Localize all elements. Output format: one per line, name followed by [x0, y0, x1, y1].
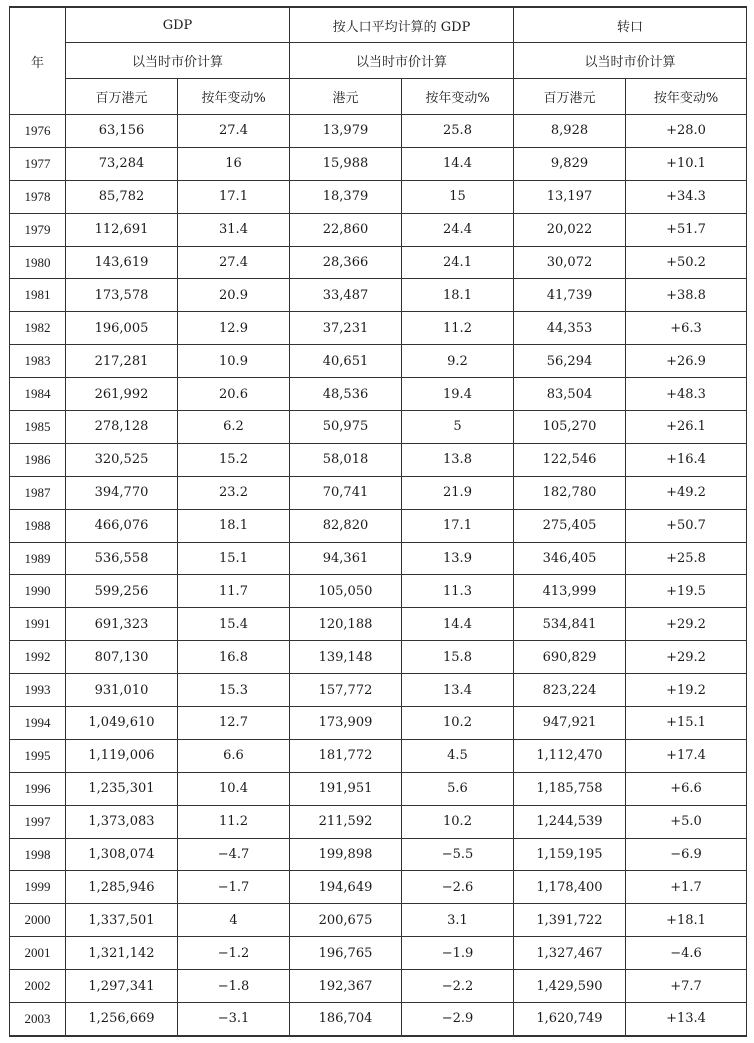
re-exports-value-cell: 105,270 — [514, 411, 626, 444]
table-row — [10, 509, 747, 542]
gdp-value-cell: 261,992 — [66, 378, 178, 411]
per-capita-value-cell: 211,592 — [290, 805, 402, 838]
per-capita-value-cell: 173,909 — [290, 707, 402, 740]
per-capita-value-unit-header: 港元 — [290, 79, 402, 115]
per-capita-value-cell: 105,050 — [290, 575, 402, 608]
gdp-value-cell: 196,005 — [66, 312, 178, 345]
re-exports-change-cell: +29.2 — [626, 641, 747, 674]
table-row — [10, 970, 747, 1003]
gdp-change-cell: 15.3 — [178, 674, 290, 707]
per-capita-value-cell: 37,231 — [290, 312, 402, 345]
year-cell: 2000 — [10, 904, 66, 937]
per-capita-value-cell: 94,361 — [290, 542, 402, 575]
per-capita-gdp-basis-header: 以当时市价计算 — [290, 43, 514, 79]
year-cell: 1976 — [10, 115, 66, 148]
re-exports-value-cell: 1,112,470 — [514, 739, 626, 772]
gdp-value-cell: 112,691 — [66, 213, 178, 246]
re-exports-change-cell: +34.3 — [626, 180, 747, 213]
table-row — [10, 871, 747, 904]
table-row — [10, 805, 747, 838]
year-cell: 1996 — [10, 772, 66, 805]
per-capita-value-cell: 181,772 — [290, 739, 402, 772]
re-exports-change-cell: +28.0 — [626, 115, 747, 148]
re-exports-group-header: 转口 — [514, 7, 747, 43]
gdp-value-cell: 173,578 — [66, 279, 178, 312]
gdp-value-cell: 217,281 — [66, 345, 178, 378]
re-exports-value-cell: 534,841 — [514, 608, 626, 641]
gdp-change-cell: 27.4 — [178, 246, 290, 279]
gdp-change-cell: 15.4 — [178, 608, 290, 641]
re-exports-value-cell: 275,405 — [514, 509, 626, 542]
re-exports-change-cell: +48.3 — [626, 378, 747, 411]
table-row — [10, 345, 747, 378]
gdp-value-cell: 1,308,074 — [66, 838, 178, 871]
gdp-change-cell: 15.1 — [178, 542, 290, 575]
gdp-value-cell: 466,076 — [66, 509, 178, 542]
gdp-value-cell: 1,297,341 — [66, 970, 178, 1003]
year-cell: 2003 — [10, 1003, 66, 1036]
year-cell: 1983 — [10, 345, 66, 378]
table-row — [10, 542, 747, 575]
gdp-change-cell: 11.7 — [178, 575, 290, 608]
gdp-value-cell: 1,285,946 — [66, 871, 178, 904]
gdp-change-cell: −3.1 — [178, 1003, 290, 1036]
re-exports-change-cell: +6.3 — [626, 312, 747, 345]
table-row — [10, 641, 747, 674]
per-capita-value-cell: 199,898 — [290, 838, 402, 871]
table-row — [10, 411, 747, 444]
per-capita-change-cell: 10.2 — [402, 805, 514, 838]
year-cell: 1984 — [10, 378, 66, 411]
per-capita-change-cell: 15.8 — [402, 641, 514, 674]
year-cell: 1999 — [10, 871, 66, 904]
per-capita-change-cell: −2.6 — [402, 871, 514, 904]
table-row — [10, 1003, 747, 1036]
gdp-change-cell: −1.7 — [178, 871, 290, 904]
gdp-change-cell: 18.1 — [178, 509, 290, 542]
gdp-change-unit-header: 按年变动% — [178, 79, 290, 115]
header-row-units — [10, 79, 747, 115]
per-capita-change-cell: 19.4 — [402, 378, 514, 411]
table-body — [10, 115, 747, 1036]
table-row — [10, 707, 747, 740]
re-exports-change-cell: −4.6 — [626, 937, 747, 970]
year-cell: 1992 — [10, 641, 66, 674]
re-exports-change-cell: +16.4 — [626, 443, 747, 476]
per-capita-change-cell: 18.1 — [402, 279, 514, 312]
gdp-value-cell: 278,128 — [66, 411, 178, 444]
re-exports-value-cell: 413,999 — [514, 575, 626, 608]
table-row — [10, 115, 747, 148]
per-capita-change-unit-header: 按年变动% — [402, 79, 514, 115]
gdp-value-cell: 1,049,610 — [66, 707, 178, 740]
table-row — [10, 378, 747, 411]
per-capita-change-cell: −1.9 — [402, 937, 514, 970]
gdp-change-cell: 16.8 — [178, 641, 290, 674]
gdp-value-cell: 85,782 — [66, 180, 178, 213]
gdp-change-cell: 31.4 — [178, 213, 290, 246]
year-cell: 1977 — [10, 147, 66, 180]
re-exports-value-cell: 823,224 — [514, 674, 626, 707]
table-row — [10, 575, 747, 608]
per-capita-change-cell: 13.4 — [402, 674, 514, 707]
re-exports-change-cell: +10.1 — [626, 147, 747, 180]
per-capita-change-cell: 4.5 — [402, 739, 514, 772]
per-capita-gdp-group-header: 按人口平均计算的 GDP — [290, 7, 514, 43]
gdp-value-cell: 1,235,301 — [66, 772, 178, 805]
gdp-change-cell: 4 — [178, 904, 290, 937]
per-capita-value-cell: 48,536 — [290, 378, 402, 411]
per-capita-change-cell: 13.9 — [402, 542, 514, 575]
table-row — [10, 279, 747, 312]
per-capita-value-cell: 22,860 — [290, 213, 402, 246]
gdp-change-cell: 20.6 — [178, 378, 290, 411]
table-row — [10, 739, 747, 772]
table-row — [10, 246, 747, 279]
table-row — [10, 838, 747, 871]
gdp-value-cell: 320,525 — [66, 443, 178, 476]
per-capita-value-cell: 139,148 — [290, 641, 402, 674]
per-capita-change-cell: 5 — [402, 411, 514, 444]
per-capita-change-cell: 3.1 — [402, 904, 514, 937]
per-capita-value-cell: 40,651 — [290, 345, 402, 378]
gdp-change-cell: 6.6 — [178, 739, 290, 772]
gdp-change-cell: 16 — [178, 147, 290, 180]
per-capita-value-cell: 28,366 — [290, 246, 402, 279]
gdp-value-cell: 1,337,501 — [66, 904, 178, 937]
re-exports-value-cell: 1,178,400 — [514, 871, 626, 904]
per-capita-value-cell: 58,018 — [290, 443, 402, 476]
table-row — [10, 443, 747, 476]
re-exports-value-cell: 1,391,722 — [514, 904, 626, 937]
re-exports-value-cell: 41,739 — [514, 279, 626, 312]
year-cell: 1997 — [10, 805, 66, 838]
re-exports-value-cell: 346,405 — [514, 542, 626, 575]
re-exports-change-cell: +6.6 — [626, 772, 747, 805]
re-exports-change-cell: +26.9 — [626, 345, 747, 378]
year-cell: 1993 — [10, 674, 66, 707]
re-exports-value-cell: 44,353 — [514, 312, 626, 345]
re-exports-change-cell: +1.7 — [626, 871, 747, 904]
gdp-change-cell: −4.7 — [178, 838, 290, 871]
gdp-value-cell: 63,156 — [66, 115, 178, 148]
gdp-change-cell: 6.2 — [178, 411, 290, 444]
gdp-change-cell: 15.2 — [178, 443, 290, 476]
gdp-value-cell: 599,256 — [66, 575, 178, 608]
re-exports-change-cell: +17.4 — [626, 739, 747, 772]
gdp-change-cell: −1.2 — [178, 937, 290, 970]
re-exports-value-cell: 182,780 — [514, 476, 626, 509]
gdp-value-cell: 1,256,669 — [66, 1003, 178, 1036]
gdp-change-cell: 17.1 — [178, 180, 290, 213]
gdp-change-cell: 12.9 — [178, 312, 290, 345]
year-cell: 1985 — [10, 411, 66, 444]
re-exports-value-cell: 1,429,590 — [514, 970, 626, 1003]
re-exports-change-cell: +18.1 — [626, 904, 747, 937]
year-cell: 1980 — [10, 246, 66, 279]
table-row — [10, 476, 747, 509]
year-cell: 1998 — [10, 838, 66, 871]
table-row — [10, 937, 747, 970]
per-capita-value-cell: 194,649 — [290, 871, 402, 904]
gdp-value-unit-header: 百万港元 — [66, 79, 178, 115]
year-cell: 1979 — [10, 213, 66, 246]
gdp-statistics-table — [9, 6, 747, 1037]
year-cell: 1982 — [10, 312, 66, 345]
gdp-change-cell: −1.8 — [178, 970, 290, 1003]
gdp-value-cell: 536,558 — [66, 542, 178, 575]
gdp-value-cell: 1,373,083 — [66, 805, 178, 838]
per-capita-change-cell: 25.8 — [402, 115, 514, 148]
per-capita-change-cell: 14.4 — [402, 147, 514, 180]
re-exports-change-cell: +7.7 — [626, 970, 747, 1003]
year-cell: 1990 — [10, 575, 66, 608]
gdp-value-cell: 807,130 — [66, 641, 178, 674]
re-exports-value-cell: 947,921 — [514, 707, 626, 740]
per-capita-value-cell: 33,487 — [290, 279, 402, 312]
table-row — [10, 674, 747, 707]
re-exports-change-cell: −6.9 — [626, 838, 747, 871]
year-cell: 1978 — [10, 180, 66, 213]
re-exports-change-cell: +26.1 — [626, 411, 747, 444]
per-capita-value-cell: 82,820 — [290, 509, 402, 542]
gdp-value-cell: 73,284 — [66, 147, 178, 180]
re-exports-value-cell: 1,244,539 — [514, 805, 626, 838]
gdp-change-cell: 23.2 — [178, 476, 290, 509]
re-exports-change-cell: +49.2 — [626, 476, 747, 509]
gdp-change-cell: 10.4 — [178, 772, 290, 805]
per-capita-value-cell: 157,772 — [290, 674, 402, 707]
per-capita-change-cell: 15 — [402, 180, 514, 213]
table-row — [10, 213, 747, 246]
per-capita-change-cell: 21.9 — [402, 476, 514, 509]
re-exports-value-cell: 8,928 — [514, 115, 626, 148]
re-exports-value-cell: 1,185,758 — [514, 772, 626, 805]
re-exports-value-cell: 690,829 — [514, 641, 626, 674]
year-cell: 2002 — [10, 970, 66, 1003]
gdp-value-cell: 931,010 — [66, 674, 178, 707]
year-cell: 1994 — [10, 707, 66, 740]
re-exports-change-cell: +19.2 — [626, 674, 747, 707]
re-exports-change-unit-header: 按年变动% — [626, 79, 747, 115]
year-cell: 1991 — [10, 608, 66, 641]
per-capita-value-cell: 13,979 — [290, 115, 402, 148]
gdp-change-cell: 27.4 — [178, 115, 290, 148]
per-capita-value-cell: 120,188 — [290, 608, 402, 641]
gdp-change-cell: 11.2 — [178, 805, 290, 838]
re-exports-value-cell: 122,546 — [514, 443, 626, 476]
re-exports-basis-header: 以当时市价计算 — [514, 43, 747, 79]
re-exports-change-cell: +51.7 — [626, 213, 747, 246]
per-capita-change-cell: 11.2 — [402, 312, 514, 345]
per-capita-change-cell: 14.4 — [402, 608, 514, 641]
per-capita-change-cell: 24.1 — [402, 246, 514, 279]
gdp-change-cell: 20.9 — [178, 279, 290, 312]
per-capita-value-cell: 18,379 — [290, 180, 402, 213]
per-capita-change-cell: 13.8 — [402, 443, 514, 476]
year-cell: 2001 — [10, 937, 66, 970]
gdp-change-cell: 10.9 — [178, 345, 290, 378]
re-exports-change-cell: +5.0 — [626, 805, 747, 838]
table-row — [10, 312, 747, 345]
per-capita-change-cell: 17.1 — [402, 509, 514, 542]
gdp-basis-header: 以当时市价计算 — [66, 43, 290, 79]
re-exports-change-cell: +25.8 — [626, 542, 747, 575]
gdp-value-cell: 394,770 — [66, 476, 178, 509]
per-capita-value-cell: 200,675 — [290, 904, 402, 937]
re-exports-change-cell: +15.1 — [626, 707, 747, 740]
re-exports-value-cell: 9,829 — [514, 147, 626, 180]
header-row-groups — [10, 7, 747, 43]
per-capita-change-cell: 9.2 — [402, 345, 514, 378]
re-exports-value-cell: 83,504 — [514, 378, 626, 411]
re-exports-change-cell: +29.2 — [626, 608, 747, 641]
re-exports-value-cell: 30,072 — [514, 246, 626, 279]
gdp-value-cell: 1,321,142 — [66, 937, 178, 970]
re-exports-change-cell: +19.5 — [626, 575, 747, 608]
per-capita-value-cell: 196,765 — [290, 937, 402, 970]
re-exports-change-cell: +50.7 — [626, 509, 747, 542]
re-exports-change-cell: +50.2 — [626, 246, 747, 279]
re-exports-value-cell: 1,620,749 — [514, 1003, 626, 1036]
re-exports-change-cell: +13.4 — [626, 1003, 747, 1036]
per-capita-change-cell: 24.4 — [402, 213, 514, 246]
re-exports-value-cell: 13,197 — [514, 180, 626, 213]
year-header: 年 — [10, 7, 66, 115]
per-capita-change-cell: 10.2 — [402, 707, 514, 740]
year-cell: 1987 — [10, 476, 66, 509]
year-cell: 1995 — [10, 739, 66, 772]
year-cell: 1989 — [10, 542, 66, 575]
table-row — [10, 608, 747, 641]
per-capita-change-cell: −5.5 — [402, 838, 514, 871]
year-cell: 1988 — [10, 509, 66, 542]
gdp-group-header: GDP — [66, 7, 290, 43]
per-capita-value-cell: 186,704 — [290, 1003, 402, 1036]
table-row — [10, 904, 747, 937]
table-row — [10, 772, 747, 805]
per-capita-change-cell: −2.9 — [402, 1003, 514, 1036]
per-capita-value-cell: 192,367 — [290, 970, 402, 1003]
re-exports-value-cell: 20,022 — [514, 213, 626, 246]
header-row-basis — [10, 43, 747, 79]
per-capita-change-cell: 5.6 — [402, 772, 514, 805]
re-exports-value-cell: 1,159,195 — [514, 838, 626, 871]
per-capita-change-cell: 11.3 — [402, 575, 514, 608]
re-exports-value-unit-header: 百万港元 — [514, 79, 626, 115]
year-cell: 1981 — [10, 279, 66, 312]
re-exports-change-cell: +38.8 — [626, 279, 747, 312]
gdp-value-cell: 691,323 — [66, 608, 178, 641]
year-cell: 1986 — [10, 443, 66, 476]
re-exports-value-cell: 1,327,467 — [514, 937, 626, 970]
per-capita-value-cell: 50,975 — [290, 411, 402, 444]
gdp-change-cell: 12.7 — [178, 707, 290, 740]
gdp-value-cell: 143,619 — [66, 246, 178, 279]
gdp-value-cell: 1,119,006 — [66, 739, 178, 772]
per-capita-value-cell: 15,988 — [290, 147, 402, 180]
per-capita-change-cell: −2.2 — [402, 970, 514, 1003]
per-capita-value-cell: 70,741 — [290, 476, 402, 509]
re-exports-value-cell: 56,294 — [514, 345, 626, 378]
table-row — [10, 147, 747, 180]
table-row — [10, 180, 747, 213]
per-capita-value-cell: 191,951 — [290, 772, 402, 805]
